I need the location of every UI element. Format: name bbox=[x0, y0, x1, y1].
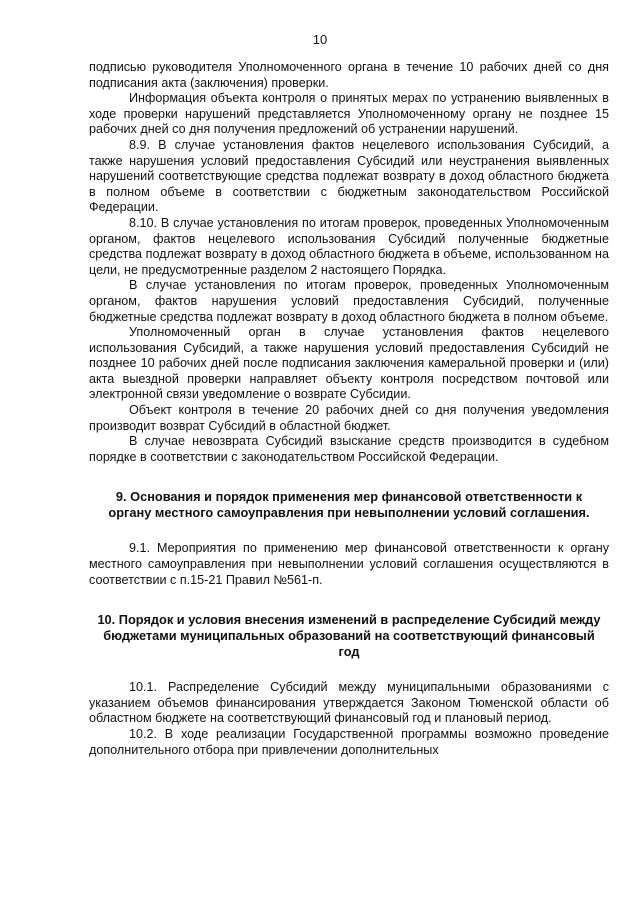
paragraph: В случае невозврата Субсидий взыскание средств производится в судебном порядке в соответствии с законодательством Российской Федерации. bbox=[89, 434, 609, 464]
paragraph-10-1: 10.1. Распределение Субсидий между муниципальными образованиями с указанием объемов финансирования утверждается Законом Тюменской области об областном бюджете на соответствующий финансовый год и плановый период. bbox=[89, 680, 609, 726]
paragraph-9-1: 9.1. Мероприятия по применению мер финансовой ответственности к органу местного самоуправления при невыполнении условий соглашения осуществляются в соответствии с п.15-21 Правил №561-п. bbox=[89, 541, 609, 587]
paragraph: Объект контроля в течение 20 рабочих дней со дня получения уведомления производит возврат Субсидий в областной бюджет. bbox=[89, 403, 609, 433]
page-number: 10 bbox=[312, 32, 328, 47]
paragraph-8-9: 8.9. В случае установления фактов нецелевого использования Субсидий, а также нарушения условий предоставления Субсидий или неустранения выявленных нарушений соответствующие средства подлежат возврату в доход областного бюджета в полном объеме в соответствии с бюджетным законодательством Российской Федерации. bbox=[89, 137, 609, 215]
paragraph: подписью руководителя Уполномоченного органа в течение 10 рабочих дней со дня подписания акта (заключения) проверки. bbox=[89, 60, 609, 90]
paragraph-8-10: 8.10. В случае установления по итогам проверок, проведенных Уполномоченным органом, фактов нецелевого использования Субсидий полученные бюджетные средства подлежат возврату в доход областного бюджета в объеме, использованном на цели, не предусмотренные разделом 2 настоящего Порядка. bbox=[89, 215, 609, 277]
paragraph-10-2: 10.2. В ходе реализации Государственной программы возможно проведение дополнительного отбора при привлечении дополнительных bbox=[89, 727, 609, 757]
document-body bbox=[89, 60, 609, 758]
section-10-heading: 10. Порядок и условия внесения изменений в распределение Субсидий между бюджетами муниципальных образований на соответствующий финансовый год bbox=[97, 612, 601, 660]
paragraph: Информация объекта контроля о принятых мерах по устранению выявленных в ходе проверки нарушений представляется Уполномоченному органу не позднее 15 рабочих дней со дня получения предложений об устранении нарушений. bbox=[89, 91, 609, 137]
paragraph: В случае установления по итогам проверок, проведенных Уполномоченным органом, фактов нарушения условий предоставления Субсидий, полученные бюджетные средства подлежат возврату в доход областного бюджета в полном объеме. bbox=[89, 278, 609, 324]
paragraph: Уполномоченный орган в случае установления фактов нецелевого использования Субсидий, а также нарушения условий предоставления Субсидий не позднее 10 рабочих дней после подписания заключения камеральной проверки и (или) акта выездной проверки направляет объекту контроля посредством почтовой или электронной связи уведомление о возврате Субсидии. bbox=[89, 325, 609, 402]
section-9-heading: 9. Основания и порядок применения мер финансовой ответственности к органу местного самоуправления при невыполнении условий соглашения. bbox=[108, 489, 590, 521]
